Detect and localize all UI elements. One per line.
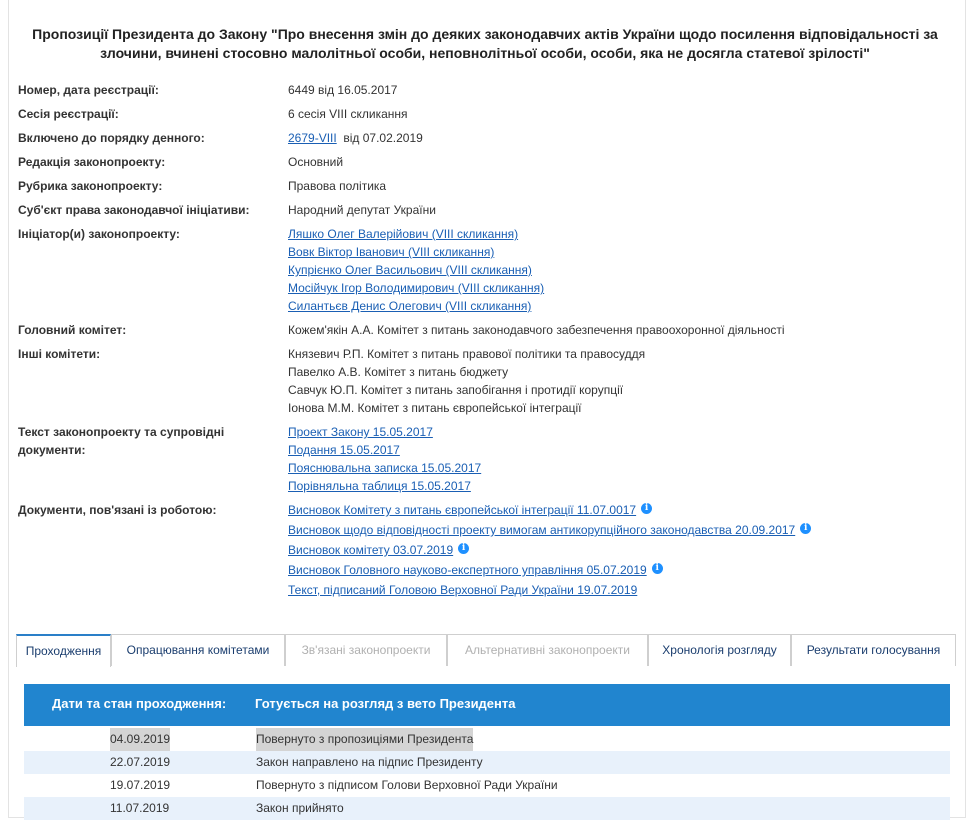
related-document-link[interactable]: Висновок комітету 03.07.2019 (288, 543, 454, 557)
texts-label-line-2: документи: (18, 443, 86, 457)
edition-value: Основний (288, 155, 344, 169)
status-date: 19.07.2019 (110, 778, 171, 792)
status-header-value: Готується на розгляд з вето Президента (255, 696, 516, 711)
tab-chronology[interactable]: Хронологія розгляду (648, 634, 791, 666)
rubric-value: Правова політика (288, 179, 387, 193)
agenda-value (288, 129, 948, 147)
subject-label: Суб'єкт права законодавчої ініціативи: (18, 203, 250, 217)
status-row (24, 797, 950, 820)
page-title-line-2: злочини, вчинені стосовно малолітньої особи, неповнолітньої особи, особи, яка не досягла статевої зрілості" (100, 45, 870, 61)
related-document-link[interactable]: Висновок Головного науково-експертного управління 05.07.2019 (288, 563, 647, 577)
status-header-label: Дати та стан проходження: (52, 696, 227, 711)
initiator-link[interactable]: Купрієнко Олег Васильович (VIII скликання) (288, 263, 532, 277)
status-row (24, 728, 950, 751)
status-text: Закон прийнято (256, 801, 344, 815)
tab-committee-processing[interactable]: Опрацювання комітетами (111, 634, 285, 666)
other-committees-list (288, 345, 948, 417)
agenda-label: Включено до порядку денного: (18, 131, 205, 145)
session-value: 6 сесія VIII скликання (288, 107, 408, 121)
texts-list (288, 423, 948, 495)
registration-label: Номер, дата реєстрації: (18, 83, 159, 97)
initiator-link[interactable]: Силантьєв Денис Олегович (VIII скликання) (288, 299, 532, 313)
main-committee-value: Кожем'якін А.А. Комітет з питань законодавчого забезпечення правоохоронної діяльності (288, 323, 785, 337)
text-document-link[interactable]: Пояснювальна записка 15.05.2017 (288, 461, 482, 475)
text-document-link[interactable]: Проект Закону 15.05.2017 (288, 425, 433, 439)
status-date: 11.07.2019 (110, 801, 170, 815)
text-document-link[interactable]: Порівняльна таблиця 15.05.2017 (288, 479, 471, 493)
rubric-label: Рубрика законопроекту: (18, 179, 163, 193)
status-text: Повернуто з підписом Голови Верховної Ради України (256, 778, 558, 792)
initiator-link[interactable]: Вовк Віктор Іванович (VIII скликання) (288, 245, 495, 259)
related-document-link[interactable]: Висновок Комітету з питань європейської інтеграції 11.07.0017 (288, 503, 637, 517)
info-icon[interactable]: i (800, 523, 811, 534)
status-row (24, 774, 950, 797)
committee-item: Іонова М.М. Комітет з питань європейської інтеграції (288, 401, 582, 415)
docs-list (288, 501, 948, 601)
main-committee-label: Головний комітет: (18, 323, 127, 337)
edition-label: Редакція законопроекту: (18, 155, 166, 169)
other-committees-label: Інші комітети: (18, 347, 101, 361)
tab-linked-bills[interactable]: Зв'язані законопроекти (285, 634, 447, 666)
initiator-link[interactable]: Ляшко Олег Валерійович (VIII скликання) (288, 227, 519, 241)
tab-voting-results[interactable]: Результати голосування (791, 634, 956, 666)
status-date: 04.09.2019 (110, 728, 170, 751)
info-icon[interactable]: i (458, 543, 469, 554)
initiators-list (288, 225, 948, 315)
docs-label: Документи, пов'язані із роботою: (18, 503, 217, 517)
related-document-link[interactable]: Текст, підписаний Головою Верховної Ради України 19.07.2019 (288, 583, 638, 597)
session-label: Сесія реєстрації: (18, 107, 119, 121)
page-title (20, 25, 950, 63)
committee-item: Савчук Ю.П. Комітет з питань запобігання і протидії корупції (288, 383, 624, 397)
page-title-line-1: Пропозиції Президента до Закону "Про внесення змін до деяких законодавчих актів України щодо посилення відповідальності за (32, 26, 938, 42)
initiators-label: Ініціатор(и) законопроекту: (18, 227, 180, 241)
texts-label (18, 423, 278, 459)
registration-value: 6449 від 16.05.2017 (288, 83, 398, 97)
status-header (24, 684, 950, 726)
text-document-link[interactable]: Подання 15.05.2017 (288, 443, 400, 457)
tab-alternative-bills[interactable]: Альтернативні законопроекти (447, 634, 648, 666)
tab-passage[interactable]: Проходження (16, 634, 111, 667)
committee-item: Павелко А.В. Комітет з питань бюджету (288, 365, 509, 379)
info-icon[interactable]: i (641, 503, 652, 514)
status-text: Повернуто з пропозиціями Президента (256, 728, 473, 751)
status-row (24, 751, 950, 774)
status-text: Закон направлено на підпис Президенту (256, 755, 483, 769)
texts-label-line-1: Текст законопроекту та супровідні (18, 425, 225, 439)
agenda-link[interactable]: 2679-VIII (288, 131, 337, 145)
status-date: 22.07.2019 (110, 755, 171, 769)
subject-value: Народний депутат України (288, 203, 436, 217)
agenda-date: від 07.02.2019 (343, 131, 423, 145)
initiator-link[interactable]: Мосійчук Ігор Володимирович (VIII скликання) (288, 281, 545, 295)
committee-item: Князевич Р.П. Комітет з питань правової політики та правосуддя (288, 347, 646, 361)
related-document-link[interactable]: Висновок щодо відповідності проекту вимогам антикорупційного законодавства 20.09.2017 (288, 523, 796, 537)
tab-bar (16, 634, 956, 666)
info-icon[interactable]: i (652, 563, 663, 574)
